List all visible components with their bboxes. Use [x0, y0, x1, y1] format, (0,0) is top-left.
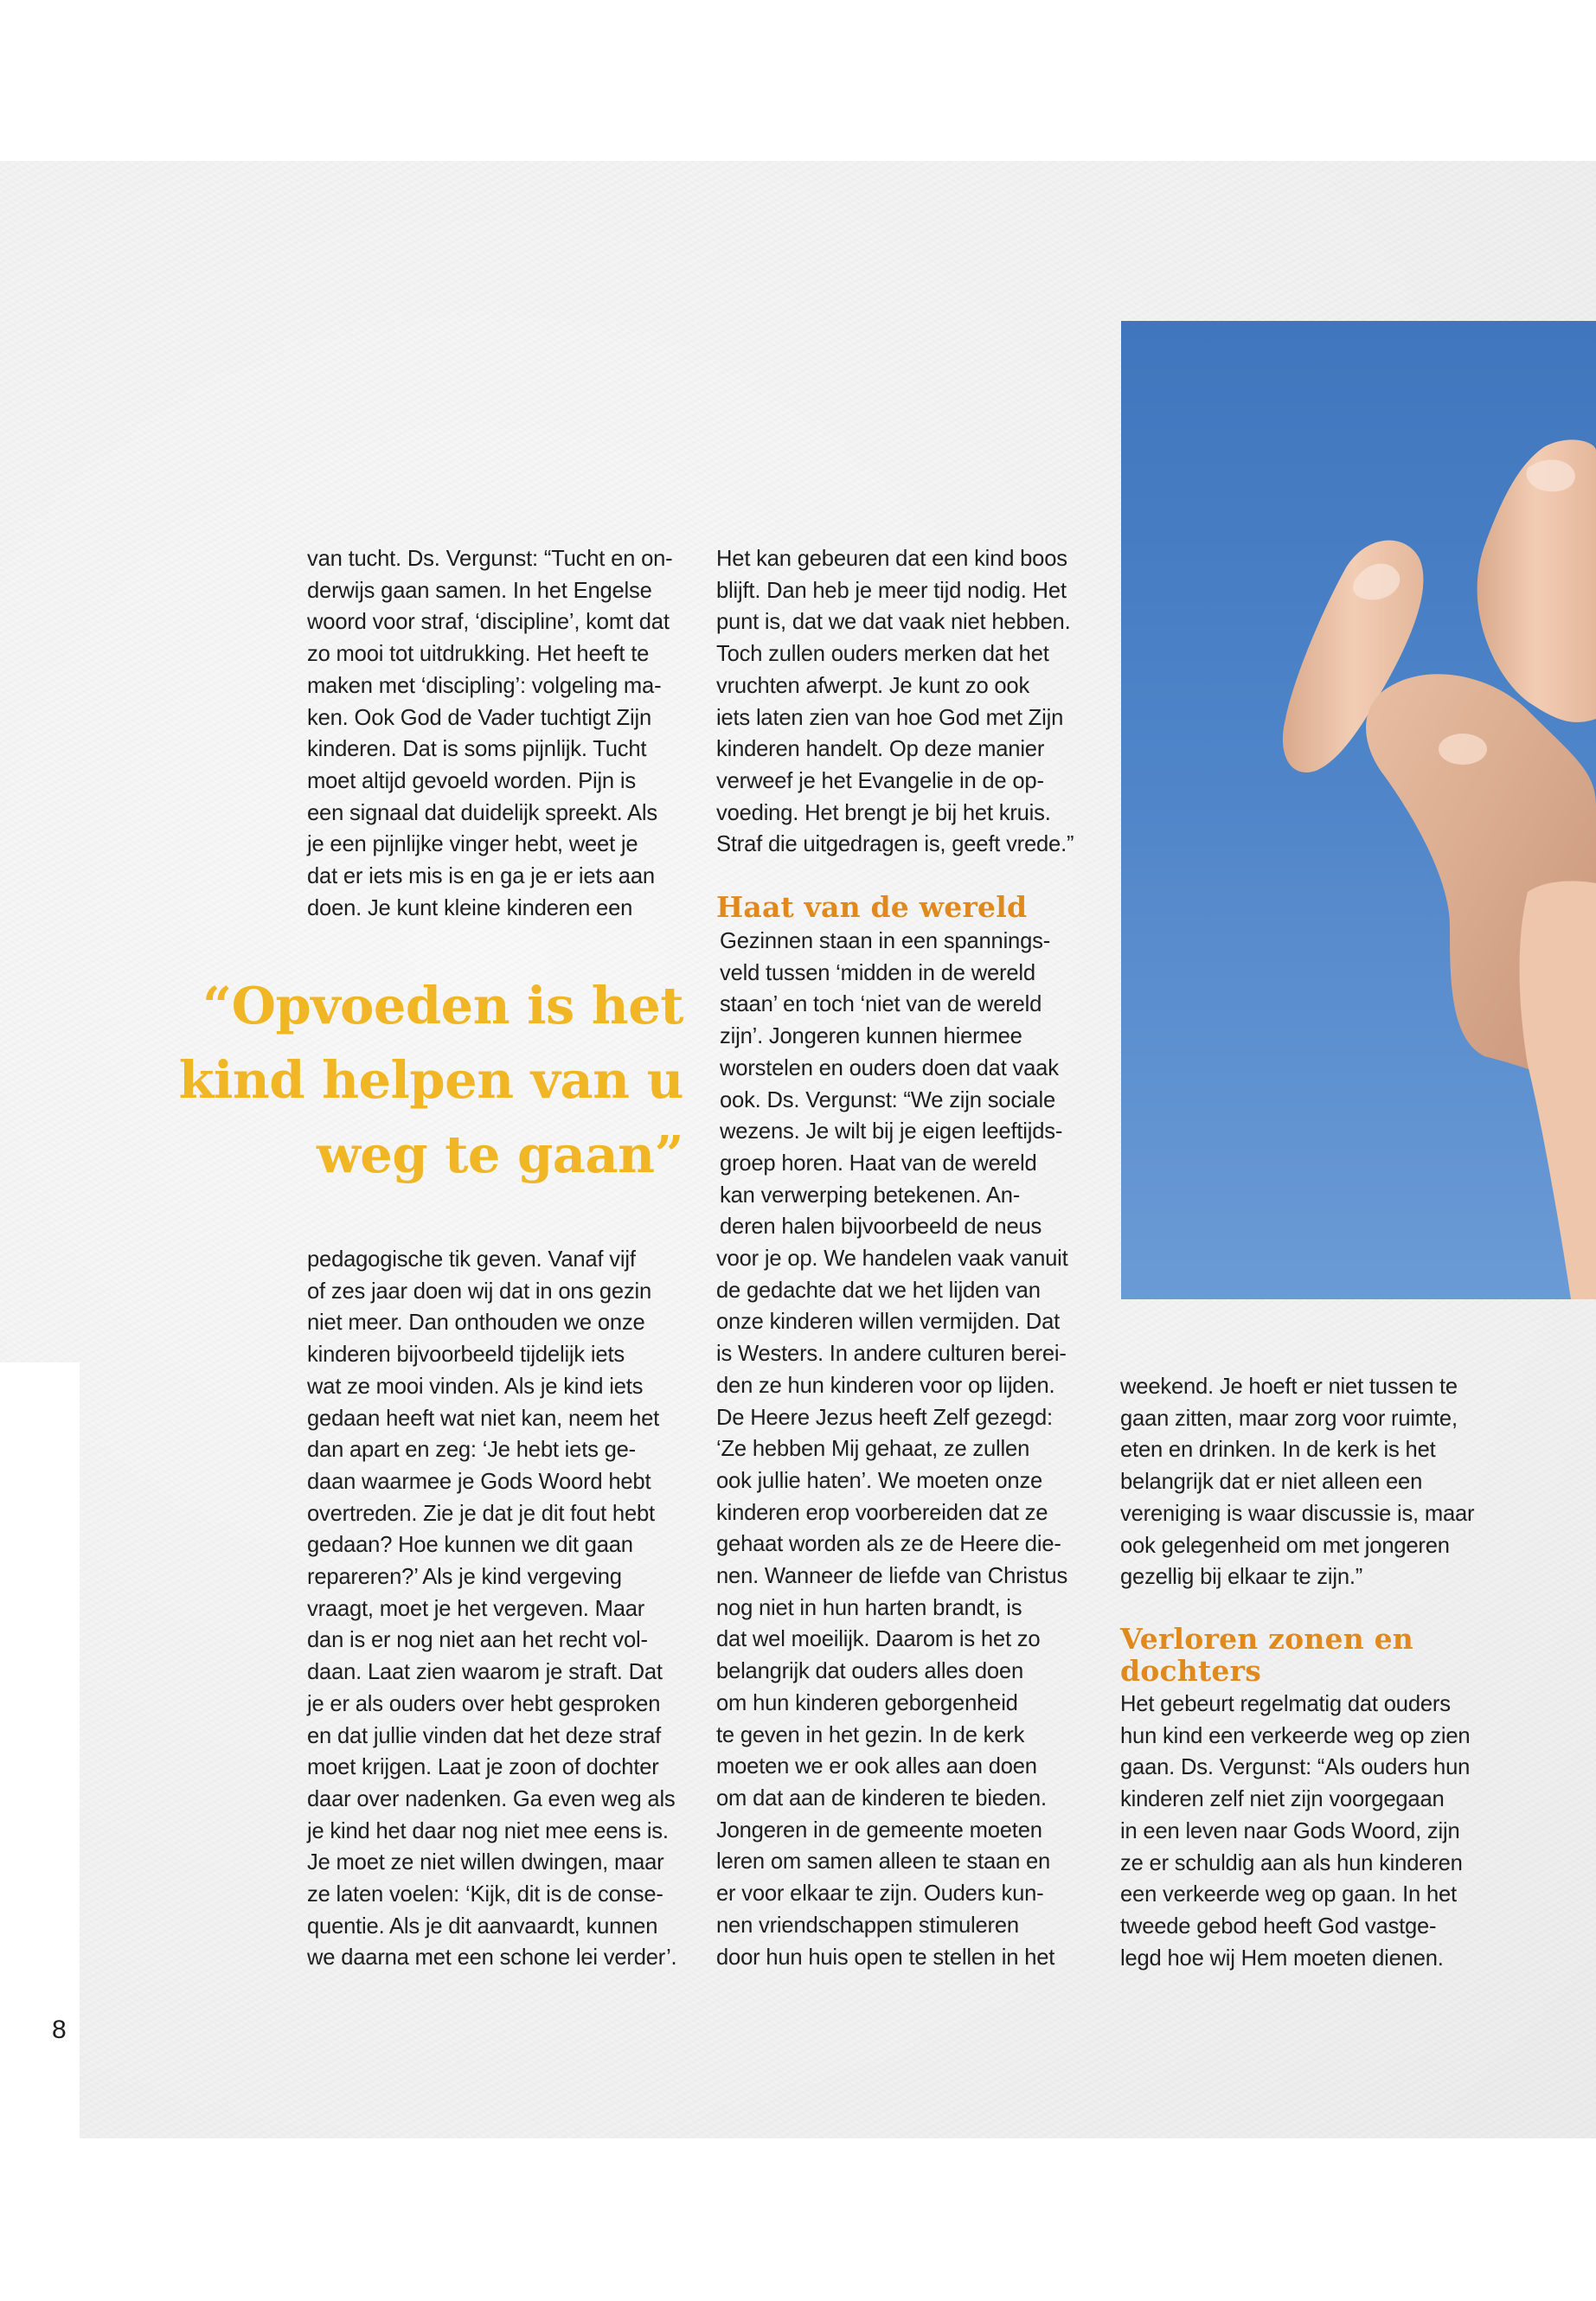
text-line: kinderen bijvoorbeeld tijdelijk iets	[307, 1343, 625, 1368]
text-line: ook. Ds. Vergunst: “We zijn sociale	[720, 1087, 1055, 1112]
text-line: we daarna met een schone lei verder’.	[307, 1945, 677, 1971]
text-line: moeten we er ook alles aan doen	[716, 1754, 1037, 1779]
text-line: moet altijd gevoeld worden. Pijn is	[307, 768, 636, 793]
text-line: of zes jaar doen wij dat in ons gezin	[307, 1279, 652, 1304]
heading-line: Verloren zonen en	[1120, 1622, 1413, 1656]
text-line: dan is er nog niet aan het recht vol-	[307, 1628, 648, 1653]
text-line: wat ze mooi vinden. Als je kind iets	[307, 1374, 644, 1399]
text-line: blijft. Dan heb je meer tijd nodig. Het	[716, 578, 1067, 603]
text-line: maken met ‘discipling’: volgeling ma-	[307, 673, 662, 698]
text-line: hun kind een verkeerde weg op zien	[1120, 1723, 1471, 1748]
text-line: belangrijk dat ouders alles doen	[716, 1659, 1023, 1684]
text-line: eten en drinken. In de kerk is het	[1120, 1438, 1436, 1463]
section-heading-lost-sons	[1120, 1623, 1413, 1687]
section-heading-world: Haat van de wereld	[716, 890, 1028, 924]
article-column-middle-bottom	[716, 926, 1068, 1973]
text-line: dan apart en zeg: ‘Je hebt iets ge-	[307, 1438, 637, 1463]
text-line: pedagogische tik geven. Vanaf vijf	[307, 1247, 636, 1272]
text-line: iets laten zien van hoe God met Zijn	[716, 705, 1064, 730]
text-line: deren halen bijvoorbeeld de neus	[720, 1215, 1042, 1240]
article-column-right-bottom	[1120, 1689, 1470, 1974]
text-line: kan verwerping betekenen. An-	[720, 1183, 1021, 1208]
text-line: je er als ouders over hebt gesproken	[307, 1691, 661, 1716]
text-line: je een pijnlijke vinger hebt, weet je	[307, 832, 638, 857]
text-line: punt is, dat we dat vaak niet hebben.	[716, 610, 1071, 635]
text-line: gedaan heeft wat niet kan, neem het	[307, 1406, 660, 1431]
text-line: woord voor straf, ‘discipline’, komt dat	[307, 610, 670, 635]
text-line: belangrijk dat er niet alleen een	[1120, 1470, 1423, 1495]
text-line: nog niet in hun harten brandt, is	[716, 1595, 1022, 1620]
text-line: gaan. Ds. Vergunst: “Als ouders hun	[1120, 1755, 1471, 1780]
text-line: zo mooi tot uitdrukking. Het heeft te	[307, 642, 650, 667]
text-line: kinderen erop voorbereiden dat ze	[716, 1500, 1048, 1525]
text-line: Toch zullen ouders merken dat het	[716, 642, 1049, 667]
text-line: wezens. Je wilt bij je eigen leeftijds-	[720, 1119, 1063, 1144]
text-line: ze laten voelen: ‘Kijk, dit is de conse-	[307, 1882, 663, 1907]
text-line: dat wel moeilijk. Daarom is het zo	[716, 1627, 1041, 1652]
page-number: 8	[52, 2016, 67, 2044]
text-line: ze er schuldig aan als hun kinderen	[1120, 1850, 1463, 1875]
text-line: gehaat worden als ze de Heere die-	[716, 1532, 1061, 1557]
text-line: tweede gebod heeft God vastge-	[1120, 1913, 1437, 1939]
pull-quote	[173, 969, 683, 1192]
article-column-left-top	[307, 543, 673, 924]
text-line: daar over nadenken. Ga even weg als	[307, 1786, 676, 1811]
text-line: overtreden. Zie je dat je dit fout hebt	[307, 1501, 655, 1526]
text-line: daan. Laat zien waarom je straft. Dat	[307, 1660, 663, 1685]
text-line: je kind het daar nog niet mee eens is.	[307, 1818, 669, 1843]
text-line: ken. Ook God de Vader tuchtigt Zijn	[307, 705, 651, 730]
text-line: gaan zitten, maar zorg voor ruimte,	[1120, 1406, 1458, 1431]
text-line: voeding. Het brengt je bij het kruis.	[716, 800, 1051, 825]
text-line: kinderen. Dat is soms pijnlijk. Tucht	[307, 737, 647, 762]
text-line: daan waarmee je Gods Woord hebt	[307, 1469, 651, 1494]
text-line: Je moet ze niet willen dwingen, maar	[307, 1850, 664, 1875]
article-column-left-bottom	[307, 1244, 676, 1974]
text-line: er voor elkaar te zijn. Ouders kun-	[716, 1881, 1044, 1907]
text-line: Het gebeurt regelmatig dat ouders	[1120, 1692, 1451, 1716]
text-line: quentie. Als je dit aanvaardt, kunnen	[307, 1913, 658, 1939]
text-line: een verkeerde weg op gaan. In het	[1120, 1882, 1457, 1907]
text-line: de gedachte dat we het lijden van	[716, 1278, 1041, 1303]
text-line: ook jullie haten’. We moeten onze	[716, 1468, 1043, 1493]
hand-illustration	[1121, 321, 1596, 1299]
text-line: nen. Wanneer de liefde van Christus	[716, 1564, 1068, 1589]
text-line: te geven in het gezin. In de kerk	[716, 1722, 1025, 1747]
text-line: vraagt, moet je het vergeven. Maar	[307, 1596, 645, 1621]
text-line: legd hoe wij Hem moeten dienen.	[1120, 1945, 1444, 1971]
article-column-middle-top	[716, 543, 1074, 861]
text-line: van tucht. Ds. Vergunst: “Tucht en on-	[307, 547, 673, 571]
text-line: repareren?’ Als je kind vergeving	[307, 1565, 622, 1590]
text-line: kinderen handelt. Op deze manier	[716, 737, 1045, 762]
text-line: om hun kinderen geborgenheid	[716, 1690, 1018, 1715]
text-line: worstelen en ouders doen dat vaak	[720, 1055, 1059, 1080]
text-line: Het kan gebeuren dat een kind boos	[716, 547, 1067, 571]
hand-sky-photo	[1121, 321, 1596, 1299]
text-line: vereniging is waar discussie is, maar	[1120, 1501, 1475, 1526]
article-column-right-top	[1120, 1371, 1474, 1593]
text-line: door hun huis open te stellen in het	[716, 1945, 1055, 1970]
text-line: derwijs gaan samen. In het Engelse	[307, 578, 652, 603]
text-line: gedaan? Hoe kunnen we dit gaan	[307, 1533, 633, 1558]
text-line: zijn’. Jongeren kunnen hiermee	[720, 1024, 1022, 1049]
pull-quote-line: weg te gaan”	[317, 1125, 683, 1184]
text-line: vruchten afwerpt. Je kunt zo ook	[716, 673, 1030, 698]
text-line: kinderen zelf niet zijn voorgegaan	[1120, 1787, 1445, 1812]
text-line: in een leven naar Gods Woord, zijn	[1120, 1818, 1460, 1843]
text-line: doen. Je kunt kleine kinderen een	[307, 895, 633, 920]
text-line: staan’ en toch ‘niet van de wereld	[720, 992, 1042, 1017]
heading-line: dochters	[1120, 1654, 1261, 1688]
text-line: groep horen. Haat van de wereld	[720, 1150, 1037, 1176]
text-line: ‘Ze hebben Mij gehaat, ze zullen	[716, 1437, 1030, 1462]
text-line: voor je op. We handelen vaak vanuit	[716, 1247, 1068, 1272]
text-line: moet krijgen. Laat je zoon of dochter	[307, 1755, 659, 1780]
text-line: en dat jullie vinden dat het deze straf	[307, 1723, 662, 1748]
text-line: niet meer. Dan onthouden we onze	[307, 1311, 645, 1336]
text-line: weekend. Je hoeft er niet tussen te	[1120, 1375, 1458, 1399]
text-line: ook gelegenheid om met jongeren	[1120, 1533, 1450, 1558]
text-line: leren om samen alleen te staan en	[716, 1849, 1051, 1875]
text-line: verweef je het Evangelie in de op-	[716, 768, 1044, 793]
pull-quote-line: kind helpen van u	[178, 1050, 683, 1110]
text-line: gezellig bij elkaar te zijn.”	[1120, 1565, 1363, 1590]
text-line: Straf die uitgedragen is, geeft vrede.”	[716, 832, 1074, 857]
text-line: een signaal dat duidelijk spreekt. Als	[307, 800, 657, 825]
page-margin	[0, 1362, 80, 2138]
text-line: is Westers. In andere culturen berei-	[716, 1342, 1067, 1367]
pull-quote-line: “Opvoeden is het	[202, 976, 683, 1035]
text-line: om dat aan de kinderen te bieden.	[716, 1785, 1047, 1811]
text-line: Jongeren in de gemeente moeten	[716, 1817, 1042, 1843]
text-line: veld tussen ‘midden in de wereld	[720, 960, 1035, 985]
text-line: onze kinderen willen vermijden. Dat	[716, 1310, 1061, 1335]
text-line: nen vriendschappen stimuleren	[716, 1913, 1019, 1938]
text-line: den ze hun kinderen voor op lijden.	[716, 1373, 1055, 1398]
text-line: Gezinnen staan in een spannings-	[720, 929, 1051, 953]
text-line: dat er iets mis is en ga je er iets aan	[307, 864, 655, 889]
text-line: De Heere Jezus heeft Zelf gezegd:	[716, 1405, 1053, 1430]
